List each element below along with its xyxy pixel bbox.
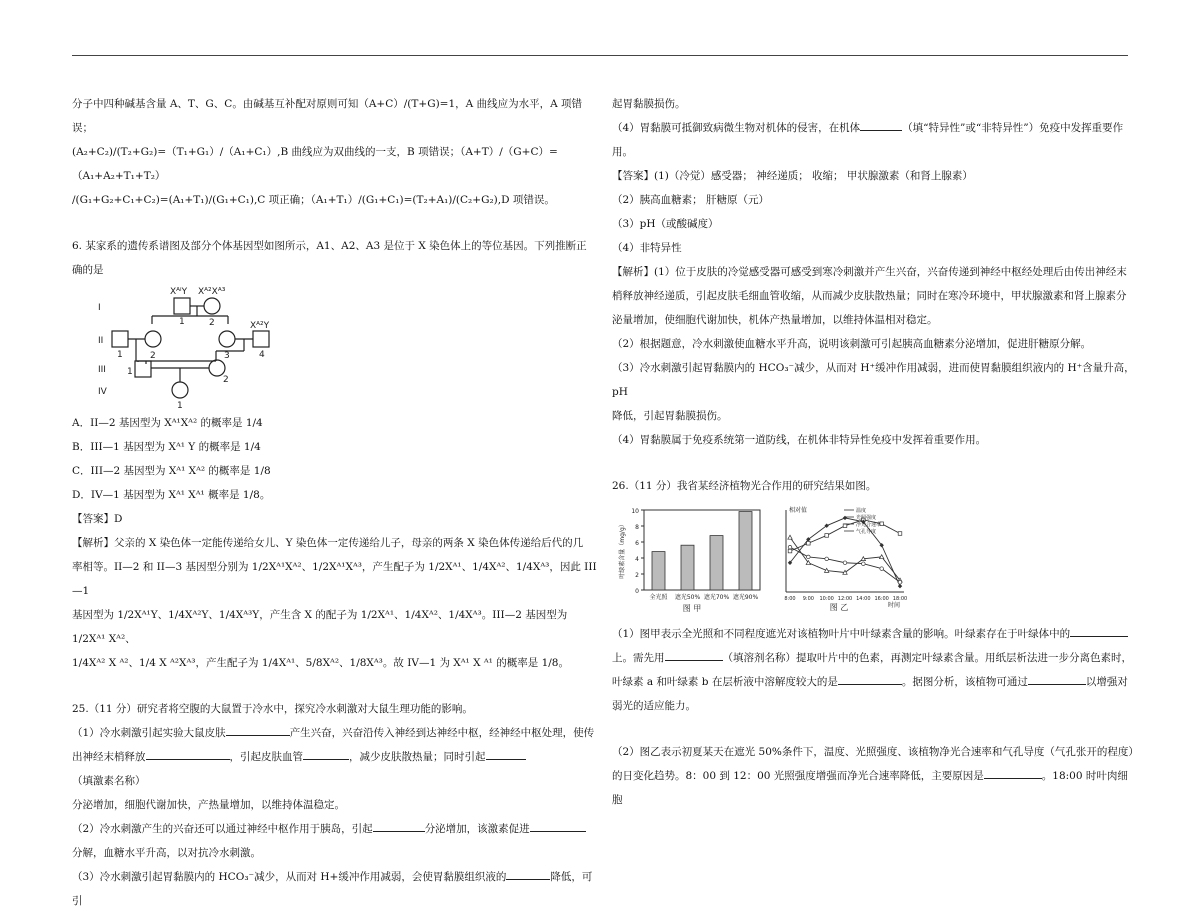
data-point — [880, 567, 884, 571]
analysis-25-line6: 降低，引起胃黏膜损伤。 — [612, 410, 728, 422]
data-point — [843, 524, 847, 528]
x-tick-label: 9:00 — [802, 596, 814, 602]
id-III1: 1 — [127, 367, 133, 377]
answer-25-1: 【答案】(1)（冷觉）感受器； 神经递质； 收缩； 甲状腺激素（和肾上腺素） — [612, 170, 973, 182]
answer-blank[interactable] — [226, 735, 290, 736]
right-column — [612, 92, 1137, 812]
analysis-25-line5: （3）冷水刺激引起胃黏膜内的 HCO₃⁻减少，从而对 H⁺缓冲作用减弱，进而使胃黏膜组织液内的 H⁺含量升高，pH — [612, 362, 1135, 398]
header-rule — [72, 55, 1128, 56]
question-25-part1-line2: 出神经末梢释放 ，引起皮肤血管 ，减少皮肤散热量；同时引起（填激素名称） — [72, 745, 597, 793]
x-tick-label: 遮光70% — [703, 594, 730, 601]
chart-title: 图 乙 — [829, 603, 849, 612]
data-point — [898, 532, 902, 536]
genotype-II4: Xᴬ²Y — [250, 321, 270, 331]
q25-part4-line1: （4）胃黏膜可抵御致病微生物对机体的侵害，在机体 （填“特异性”或“非特异性”）免疫中发挥重要作 — [612, 122, 1124, 134]
genotype-I1: XᴬⁱY — [170, 287, 188, 297]
bar — [652, 552, 665, 590]
genotype-I2: Xᴬ²Xᴬ³ — [198, 287, 226, 297]
answer-blank[interactable] — [665, 660, 723, 661]
gen-label-II: II — [98, 336, 104, 346]
data-point — [898, 584, 902, 588]
id-III2: 2 — [223, 375, 229, 385]
answer-blank[interactable] — [838, 684, 902, 685]
data-point — [825, 557, 829, 561]
question-26-part2-line1: （2）图乙表示初夏某天在遮光 50%条件下，温度、光照强度、该植物净光合速率和气孔导度（气孔张开的程度） — [612, 746, 1139, 758]
data-point — [788, 549, 792, 553]
prev-analysis-line3: /(G₁+G₂+C₁+C₂)=(A₁+T₁)/(G₁+C₁),C 项正确；（A₁+T₁）/(G₁+C₁)=(T₂+A₁)/(C₂+G₂),D 项错误。 — [72, 194, 555, 206]
analysis-25-line2: 梢释放神经递质，引起皮肤毛细血管收缩，从而减少皮肤散热量；同时在寒冷环境中，甲状腺激素和肾上腺素分 — [612, 290, 1127, 302]
data-point — [862, 562, 866, 566]
y-tick-label: 6 — [635, 540, 639, 547]
x-tick-label: 遮光90% — [732, 594, 759, 601]
gen-label-III: III — [98, 365, 106, 375]
question-25-part3-line1: （3）冷水刺激引起胃黏膜内的 HCO₃⁻减少，从而对 H+缓冲作用减弱，会使胃黏膜组织液的 降低，可引 — [72, 871, 593, 907]
analysis-25-line4: （2）根据题意，冷水刺激使血糖水平升高，说明该刺激可引起胰高血糖素分泌增加，促进肝糖原分解。 — [612, 338, 1092, 350]
x-tick-label: 14:00 — [856, 596, 871, 602]
bar — [739, 512, 752, 590]
question-26-part1-line4: 弱光的适应能力。 — [612, 700, 696, 712]
y-tick-label: 10 — [631, 508, 639, 515]
answer-blank[interactable] — [1070, 636, 1128, 637]
id-I1: 1 — [179, 317, 185, 327]
data-point — [807, 541, 811, 545]
question-26-part2-line2: 的日变化趋势。8：00 到 12：00 光照强度增强而净光合速率降低，主要原因是 。18:00 时叶肉细胞 — [612, 770, 1128, 806]
answer-blank[interactable] — [984, 778, 1042, 779]
q25-part4-line2: 用。 — [612, 146, 633, 158]
bar — [681, 545, 694, 590]
question-6-stem-cont: 确的是 — [72, 264, 104, 276]
figures-row — [612, 502, 1137, 622]
x-tick-label: 10:00 — [819, 596, 834, 602]
left-column — [72, 92, 597, 913]
y-axis-label: 相对值 — [789, 507, 808, 514]
legend-label: 温度 — [856, 508, 867, 514]
answer-25-2: （2）胰高血糖素； 肝糖原（元） — [612, 194, 770, 206]
option-b: B．III—1 基因型为 Xᴬ¹ Y 的概率是 1/4 — [72, 441, 261, 453]
legend-label: 气孔导度 — [856, 529, 877, 535]
y-tick-label: 0 — [635, 588, 639, 595]
data-point — [843, 516, 847, 520]
data-point — [898, 580, 902, 584]
answer-blank[interactable] — [373, 831, 425, 832]
id-II2: 2 — [150, 351, 156, 361]
question-25-part2-line1: （2）冷水刺激产生的兴奋还可以通过神经中枢作用于胰岛，引起 分泌增加，该激素促进 — [72, 817, 597, 841]
question-26-part1-line3: 叶绿素 a 和叶绿素 b 在层析液中溶解度较大的是 。据图分析，该植物可通过 以增强对 — [612, 676, 1128, 688]
chart-title: 图 甲 — [682, 604, 702, 613]
data-point — [788, 545, 792, 549]
answer-6: 【答案】D — [72, 513, 123, 525]
bar — [710, 536, 723, 590]
y-tick-label: 8 — [635, 524, 639, 531]
chart-jia — [616, 502, 766, 618]
analysis-25-line7: （4）胃黏膜属于免疫系统第一道防线，在机体非特异性免疫中发挥着重要作用。 — [612, 434, 987, 446]
analysis-6-line1: 【解析】父亲的 X 染色体一定能传递给女儿、Y 染色体一定传递给儿子，母亲的两条 X 染色体传递给后代的几 — [72, 537, 584, 549]
question-26-part1-line1: （1）图甲表示全光照和不同程度遮光对该植物叶片中叶绿素含量的影响。叶绿素存在于叶绿体中的 — [612, 622, 1137, 646]
data-point — [843, 561, 847, 565]
x-tick-label: 8:00 — [784, 596, 796, 602]
prev-analysis-line1: 分子中四种碱基含量 A、T、G、C。由碱基互补配对原则可知（A+C）/(T+G)=1，A 曲线应为水平，A 项错误； — [72, 98, 582, 134]
analysis-25-line3: 泌量增加，使细胞代谢加快，机体产热量增加，以维持体温相对稳定。 — [612, 314, 938, 326]
answer-blank[interactable] — [303, 759, 349, 760]
id-IV1: 1 — [177, 401, 183, 409]
analysis-6-line3: 基因型为 1/2Xᴬ¹Y、1/4Xᴬ²Y、1/4Xᴬ³Y，产生含 X 的配子为 1/2Xᴬ¹、1/4Xᴬ²、1/4Xᴬ³。III—2 基因型为 1/2Xᴬ¹ Xᴬ²、 — [72, 609, 568, 645]
x-tick-label: 16:00 — [874, 596, 889, 602]
option-c: C．III—2 基因型为 Xᴬ¹ Xᴬ² 的概率是 1/8 — [72, 465, 271, 477]
question-26-part1-line2: 上。需先用 （填溶剂名称）提取叶片中的色素，再测定叶绿素含量。用纸层析法进一步分离色素时， — [612, 652, 1132, 664]
series-line — [790, 518, 900, 586]
answer-blank[interactable] — [486, 759, 526, 760]
option-d: D．IV—1 基因型为 Xᴬ¹ Xᴬ¹ 概率是 1/8。 — [72, 489, 271, 501]
pedigree-figure — [98, 284, 298, 409]
gen-label-I: I — [98, 303, 101, 313]
id-II4: 4 — [259, 350, 265, 360]
analysis-6-line2: 率相等。II—2 和 II—3 基因型分别为 1/2Xᴬ¹Xᴬ²、1/2Xᴬ¹Xᴬ³，产生配子为 1/2Xᴬ¹、1/4Xᴬ²、1/4Xᴬ³，因此 III—1 — [72, 561, 597, 597]
prev-analysis-line2: (A₂+C₂)/(T₂+G₂)=（T₁+G₁）/（A₁+C₁）,B 曲线应为双曲线的一支，B 项错误；（A+T）/（G+C）=（A₁+A₂+T₁+T₂） — [72, 146, 558, 182]
question-25-part1-line3: 分泌增加，细胞代谢加快，产热量增加，以维持体温稳定。 — [72, 799, 345, 811]
gen-label-IV: IV — [98, 387, 107, 397]
y-axis-label: 叶绿素含量（mg/g） — [619, 521, 626, 579]
answer-25-3: （3）pH（或酸碱度） — [612, 218, 719, 230]
answer-blank[interactable] — [530, 831, 586, 832]
question-25-part2-line2: 分解，血糖水平升高，以对抗冷水刺激。 — [72, 847, 261, 859]
id-II3: 3 — [224, 351, 230, 361]
x-tick-label: 全光照 — [649, 594, 668, 601]
q25-part3-cont: 起胃黏膜损伤。 — [612, 98, 686, 110]
x-axis-label: 时间 — [887, 602, 900, 609]
analysis-6-line4: 1/4Xᴬ² X ᴬ²、1/4 X ᴬ²Xᴬ³，产生配子为 1/4Xᴬ¹、5/8Xᴬ²、1/8Xᴬ³。故 IV—1 为 Xᴬ¹ X ᴬ¹ 的概率是 1/8。 — [72, 657, 569, 669]
answer-blank[interactable] — [146, 759, 230, 760]
question-25-stem: 25.（11 分）研究者将空腹的大鼠置于冷水中，探究冷水刺激对大鼠生理功能的影响。 — [72, 703, 473, 715]
question-25-part1-line1: （1）冷水刺激引起实验大鼠皮肤 产生兴奋，兴奋沿传入神经到达神经中枢，经神经中枢处理，使传 — [72, 727, 595, 739]
y-tick-label: 4 — [635, 556, 639, 563]
legend-label: 净光合速率 — [856, 522, 882, 528]
answer-blank[interactable] — [1028, 684, 1086, 685]
chart-yi — [772, 502, 912, 618]
answer-blank[interactable] — [860, 130, 902, 131]
answer-25-4: （4）非特异性 — [612, 242, 682, 254]
y-tick-label: 2 — [635, 572, 639, 579]
legend-label: 光照强度 — [856, 515, 877, 521]
x-tick-label: 遮光50% — [674, 594, 701, 601]
x-tick-label: 12:00 — [837, 596, 853, 602]
question-6-stem: 6. 某家系的遗传系谱图及部分个体基因型如图所示，A1、A2、A3 是位于 X 染色体上的等位基因。下列推断正 — [72, 240, 587, 252]
data-point — [807, 555, 811, 559]
x-tick-label: 18:00 — [892, 596, 908, 602]
answer-blank[interactable] — [506, 879, 550, 880]
id-II1: 1 — [117, 350, 123, 360]
id-I2: 2 — [209, 318, 215, 328]
data-point — [825, 534, 829, 538]
data-point — [788, 535, 792, 539]
analysis-25-line1: 【解析】(1）位于皮肤的冷觉感受器可感受到寒冷刺激并产生兴奋，兴奋传递到神经中枢经处理后由传出神经末 — [612, 266, 1127, 278]
question-26-stem: 26.（11 分）我省某经济植物光合作用的研究结果如图。 — [612, 480, 877, 492]
option-a: A．II—2 基因型为 Xᴬ¹Xᴬ² 的概率是 1/4 — [72, 417, 263, 429]
